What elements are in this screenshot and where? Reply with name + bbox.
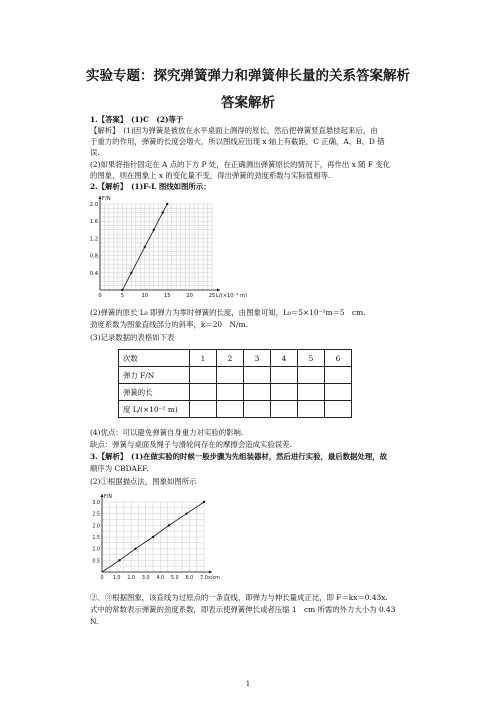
y-axis-label: F/N: [102, 196, 111, 202]
table-row: [119, 367, 352, 384]
y-tick-label: 1.5: [92, 536, 100, 541]
analysis-line: 【解析】 (1)因为弹簧是被放在水平桌面上测得的原长，然后把弹簧竖直悬挂起来后，由: [90, 126, 378, 135]
table-cell: 6: [325, 350, 352, 367]
y-tick-label: 1.0: [92, 547, 100, 553]
chart-f-vs-l: [86, 192, 248, 304]
y-tick-label: 0.4: [89, 270, 98, 277]
table-header-cell: 次数: [119, 350, 190, 367]
table-cell: 3: [244, 350, 271, 367]
record-table: [118, 349, 352, 418]
analysis-line: (2)①根据描点法，图象如图所示: [90, 477, 197, 486]
table-cell: 2: [217, 350, 244, 367]
table-row: [119, 384, 352, 401]
analysis-line: 缺点：弹簧与桌面及绳子与滑轮间存在的摩擦会造成实验误差.: [90, 440, 292, 449]
data-point: [168, 524, 170, 526]
analysis-line: (2)弹簧的原长 L₀ 即弹力为零时弹簧的长度，由图象可知，L₀＝5×10⁻²m＝5 cm.: [90, 308, 366, 317]
analysis-line: 的图象，则在图象上 x 的变化量不变，得出弹簧的劲度系数与实际值相等.: [90, 171, 331, 180]
y-tick-label: 3.0: [92, 501, 100, 506]
analysis-line: 顺序为 CBDAEF.: [90, 464, 149, 473]
x-tick-label: 1.0: [112, 576, 121, 581]
y-tick-label: 2.5: [92, 512, 100, 518]
data-point: [118, 559, 120, 561]
table-row: [119, 401, 352, 418]
x-axis-arrow: [217, 289, 220, 292]
x-tick-label: 6.0: [185, 576, 194, 581]
document-title: 实验专题：探究弹簧弹力和弹簧伸长量的关系答案解析: [86, 68, 410, 84]
table-cell: 1: [190, 350, 217, 367]
analysis-line: (3)记录数据的表格如下表: [90, 333, 175, 342]
data-point: [203, 501, 205, 503]
chart-f-vs-x: [88, 492, 224, 584]
analysis-line: 劲度系数为图象直线部分的斜率，k＝20 N/m.: [90, 320, 248, 329]
document-subtitle: 答案解析: [221, 95, 275, 111]
data-point: [185, 512, 187, 514]
x-tick-label: 7.0: [200, 576, 208, 581]
page-number: 1: [245, 680, 251, 688]
y-axis-label: F/N: [104, 495, 112, 500]
analysis-line: 于重力的作用，弹簧的长度会增大，所以图线应出现 x 轴上有截距，C 正确，A、B、D 错: [90, 137, 385, 146]
y-tick-label: 1.6: [89, 219, 98, 226]
answer-1-line: 1.【答案】 (1)C (2)等于: [90, 115, 184, 124]
y-tick-label: 2.0: [92, 524, 100, 530]
table-cell: 5: [298, 350, 325, 367]
x-tick-label: 20: [186, 293, 193, 299]
table-row-label: 度 L/(×10⁻² m): [119, 401, 190, 418]
y-tick-label: 1.2: [89, 236, 98, 243]
data-point: [134, 547, 136, 549]
x-tick-label: 3.0: [141, 576, 150, 581]
x-axis-label: L/(×10⁻² m): [216, 293, 248, 299]
data-point: [153, 229, 155, 231]
x-tick-label: 10: [141, 293, 149, 299]
y-tick-label: 2.0: [89, 202, 98, 208]
y-tick-label: 0.8: [89, 253, 98, 260]
table-row: [119, 350, 352, 367]
x-tick-label: 5.0: [171, 576, 179, 581]
analysis-line: (4)优点：可以避免弹簧自身重力对实验的影响.: [90, 428, 244, 437]
answer-3-line: 3.【解析】 (1)在做实验的时候一般步骤为先组装器材，然后进行实验，最后数据处理，故: [90, 452, 387, 461]
x-tick-label: 0: [100, 576, 104, 581]
table-row-label: 弹力 F/N: [119, 367, 190, 384]
analysis-line: N.: [90, 617, 99, 626]
data-point: [130, 272, 132, 274]
x-axis-arrow: [209, 571, 212, 574]
answer-2-line: 2.【解析】 (1)F-L 图线如图所示：: [90, 182, 211, 191]
data-point: [166, 203, 168, 205]
table-cell: 4: [271, 350, 298, 367]
analysis-line: ②、③根据图象，该直线为过原点的一条直线，即弹力与伸长量成正比，即 F＝kx＝0.43x.: [90, 593, 388, 602]
x-tick-label: 4.0: [156, 576, 165, 581]
x-tick-label: 15: [163, 293, 171, 299]
x-tick-label: 0: [98, 293, 102, 299]
x-tick-label: 25: [208, 293, 216, 299]
table-row-label: 弹簧的长: [119, 384, 190, 401]
data-point: [121, 289, 123, 291]
analysis-line: (2)如果将指针固定在 A 点的下方 P 处，在正确测出弹簧原长的情况下，再作出 x 随 F 变化: [90, 160, 391, 169]
data-point: [152, 536, 154, 538]
data-point: [162, 211, 164, 213]
data-point: [144, 246, 146, 248]
analysis-line: 误.: [90, 148, 100, 157]
x-axis-label: x/cm: [208, 576, 220, 581]
y-tick-label: 0.5: [92, 559, 100, 565]
x-tick-label: 2.0: [127, 576, 135, 581]
analysis-line: 式中的常数表示弹簧的劲度系数，即表示使弹簧伸长或者压缩 1 cm 所需的外力大小为 0.43: [90, 605, 396, 614]
x-tick-label: 5: [120, 293, 125, 299]
